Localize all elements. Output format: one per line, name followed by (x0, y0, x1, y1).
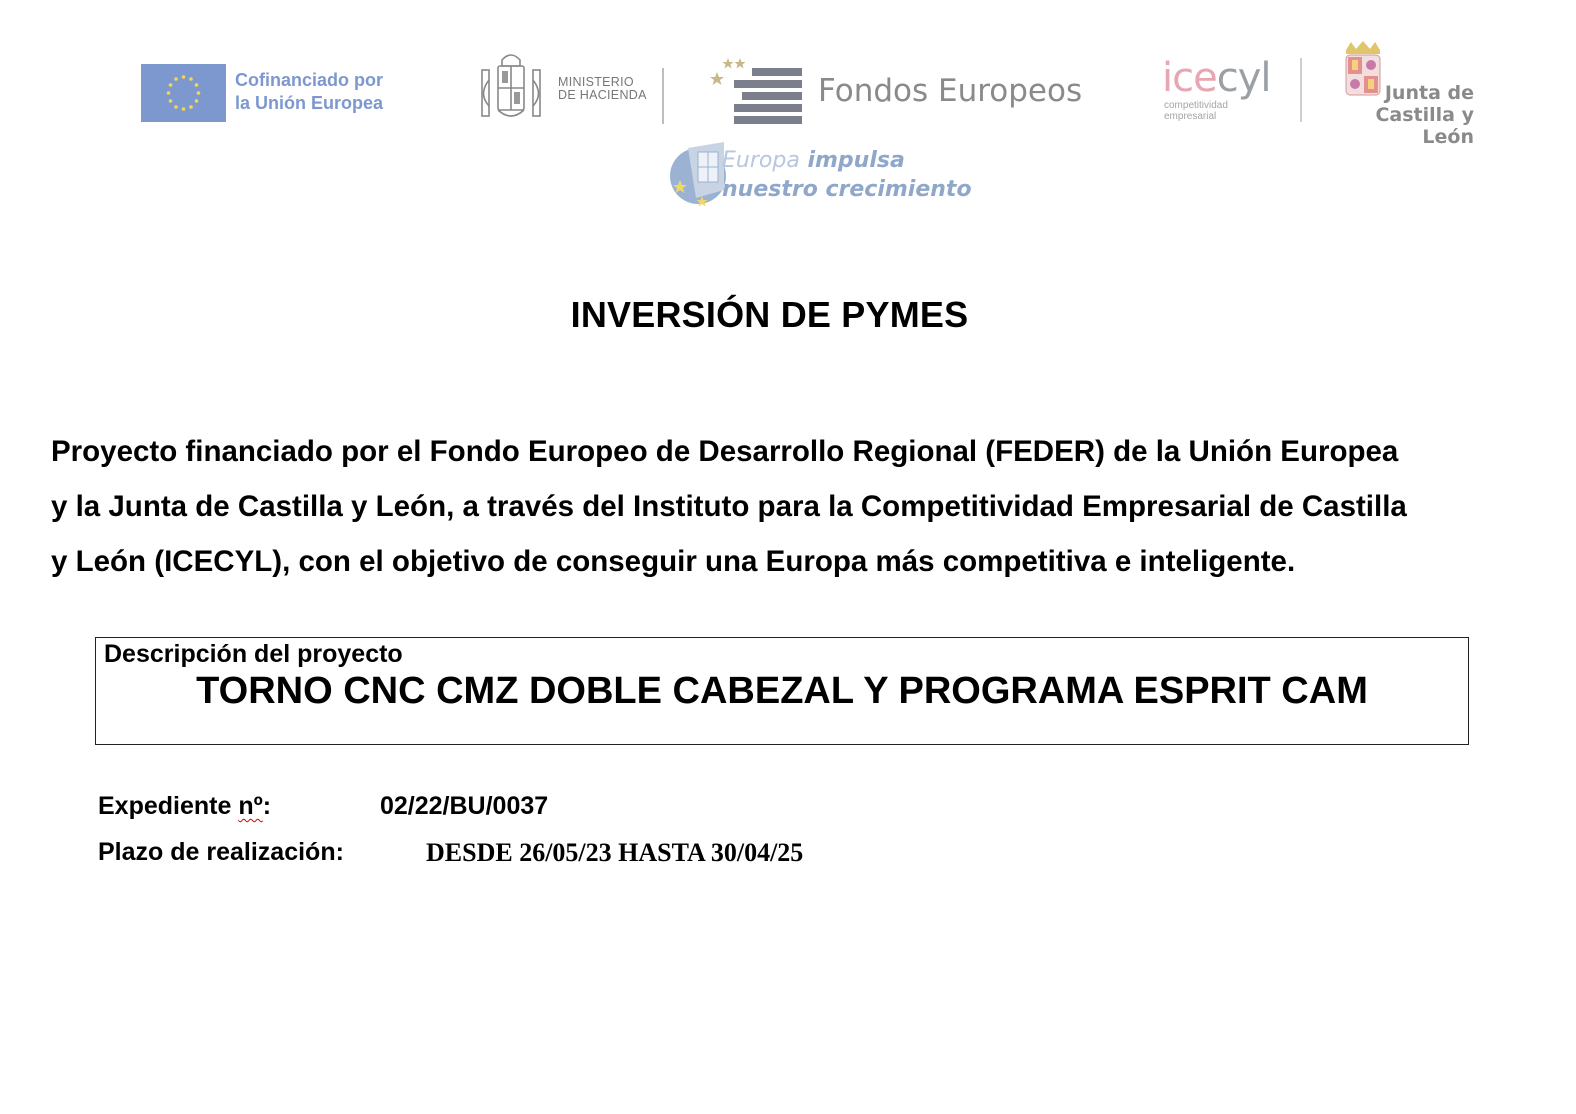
ministry-text: MINISTERIO DE HACIENDA (558, 75, 647, 102)
paragraph-line: Proyecto financiado por el Fondo Europeo de Desarrollo Regional (FEDER) de la Unión Europea (51, 435, 1399, 468)
logo-divider (662, 68, 664, 124)
europa-impulsa-text: Europa impulsa nuestro crecimiento (722, 148, 972, 202)
document-title: INVERSIÓN DE PYMES (570, 294, 969, 335)
logo-divider (1300, 58, 1302, 122)
expediente-value: 02/22/BU/0037 (380, 792, 549, 820)
expediente-label: Expediente nº: (98, 792, 272, 820)
junta-castilla-leon-text: Junta de Castilla y León (1375, 82, 1474, 148)
project-description-value: TORNO CNC CMZ DOBLE CABEZAL Y PROGRAMA ESPRIT CAM (196, 670, 1368, 712)
europa-impulsa-icon (668, 138, 726, 210)
spain-coat-of-arms-logo (476, 50, 546, 126)
fondos-europeos-icon (708, 56, 806, 124)
plazo-value: DESDE 26/05/23 HASTA 30/04/25 (426, 838, 804, 867)
eu-flag-logo (141, 64, 226, 122)
funding-paragraph (51, 424, 1511, 589)
icecyl-tagline: competitividad empresarial (1164, 100, 1228, 122)
icecyl-logo-text: icecyl (1162, 55, 1271, 101)
paragraph-line: y León (ICECYL), con el objetivo de conseguir una Europa más competitiva e inteligente. (51, 545, 1296, 578)
paragraph-line: y la Junta de Castilla y León, a través del Instituto para la Competitividad Empresarial de Castilla (51, 490, 1407, 523)
eu-stars-icon (141, 64, 226, 122)
project-description-label: Descripción del proyecto (104, 640, 403, 668)
fondos-europeos-text: Fondos Europeos (818, 73, 1083, 109)
eu-cofinancing-text: Cofinanciado por la Unión Europea (235, 70, 384, 113)
plazo-label: Plazo de realización: (98, 838, 344, 866)
